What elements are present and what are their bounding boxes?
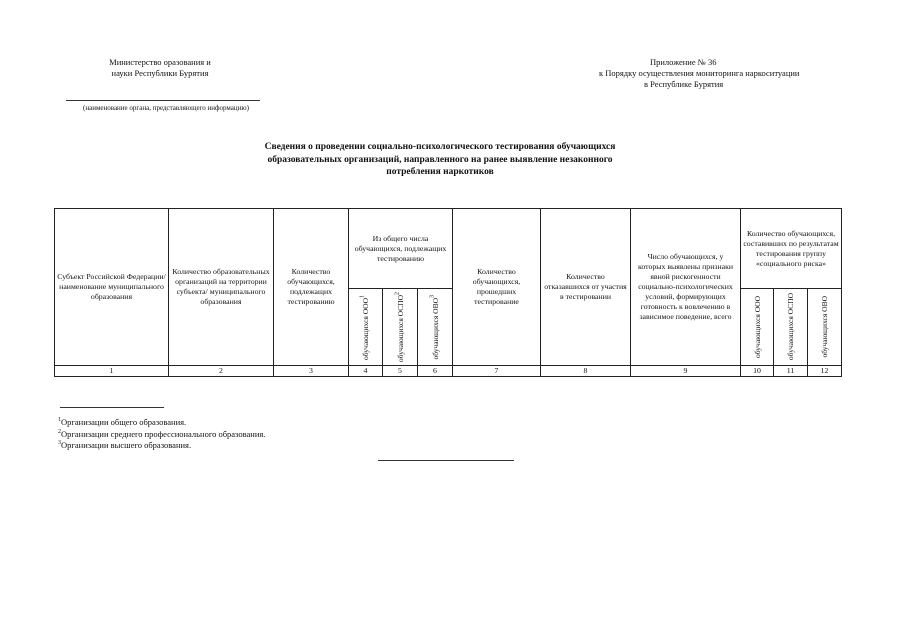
header-risk-ooo: обучающихся ООО bbox=[741, 289, 774, 366]
end-line bbox=[378, 460, 514, 461]
header-tested: Количество обучающихся, прошедших тестирование bbox=[453, 209, 541, 366]
report-table bbox=[54, 208, 842, 377]
column-number-row bbox=[55, 366, 842, 377]
appendix-number: Приложение № 36 bbox=[650, 57, 717, 67]
footnote-separator bbox=[60, 407, 164, 408]
header-refused: Количество отказавшихся от участия в тестировании bbox=[541, 209, 631, 366]
header-org-count: Количество образовательных организаций на территории субъекта/ муниципального образования bbox=[169, 209, 274, 366]
document-title bbox=[180, 141, 700, 179]
column-number: 11 bbox=[774, 366, 808, 377]
header-risk-ovo: обучающихся ОВО bbox=[808, 289, 842, 366]
footnote-2: $^2$Организации среднего профессионального образования. bbox=[58, 428, 266, 439]
appendix-region: в Республике Бурятия bbox=[644, 79, 724, 89]
title-line-2: образовательных организаций, направленного на ранее выявление незаконного bbox=[267, 154, 613, 165]
org-name-line bbox=[66, 100, 260, 101]
column-number: 9 bbox=[631, 366, 741, 377]
column-number: 12 bbox=[808, 366, 842, 377]
column-number: 1 bbox=[55, 366, 169, 377]
header-risk-signs: Число обучающихся, у которых выявлены признаки явной рискогенности социально-психологических условий, формирующих готовность к вовлечению в зависимое поведение, всего bbox=[631, 209, 741, 366]
ministry-line-1: Министерство оразования и bbox=[109, 57, 211, 67]
column-number: 6 bbox=[418, 366, 453, 377]
column-number: 2 bbox=[169, 366, 274, 377]
header-ovo: обучающихся ОВО$^3$ bbox=[418, 289, 453, 366]
column-number: 5 bbox=[383, 366, 418, 377]
column-number: 7 bbox=[453, 366, 541, 377]
header-risk-ospo: обучающихся ОСПО bbox=[774, 289, 808, 366]
appendix-reference bbox=[570, 57, 850, 90]
header-group-of-total: Из общего числа обучающихся, подлежащих тестированию bbox=[349, 209, 453, 289]
appendix-procedure: к Порядку осуществления мониторинга наркоситуации bbox=[599, 68, 800, 78]
ministry-name bbox=[60, 57, 260, 79]
header-students-to-test: Количество обучающихся, подлежащих тестированию bbox=[274, 209, 349, 366]
header-subject: Субъект Российской Федерации/ наименование муниципального образования bbox=[55, 209, 169, 366]
column-number: 4 bbox=[349, 366, 383, 377]
footnotes bbox=[58, 417, 458, 452]
footnote-3: $^3$Организации высшего образования. bbox=[58, 440, 192, 450]
column-number: 8 bbox=[541, 366, 631, 377]
footnote-1: $^1$Организации общего образования. bbox=[58, 417, 187, 427]
org-caption: (наименование органа, представляющего информацию) bbox=[83, 104, 249, 112]
ministry-line-2: науки Республики Бурятия bbox=[111, 68, 209, 78]
column-number: 3 bbox=[274, 366, 349, 377]
header-ospo: обучающихся ОСПО$^2$ bbox=[383, 289, 418, 366]
title-line-3: потребления наркотиков bbox=[386, 167, 494, 177]
title-line-1: Сведения о проведении социально-психологического тестирования обучающихся bbox=[264, 142, 616, 152]
header-ooo: обучающихся ООО$^1$ bbox=[349, 289, 383, 366]
header-group-social-risk: Количество обучающихся, составивших по результатам тестирования группу «социального риска» bbox=[741, 209, 842, 289]
column-number: 10 bbox=[741, 366, 774, 377]
